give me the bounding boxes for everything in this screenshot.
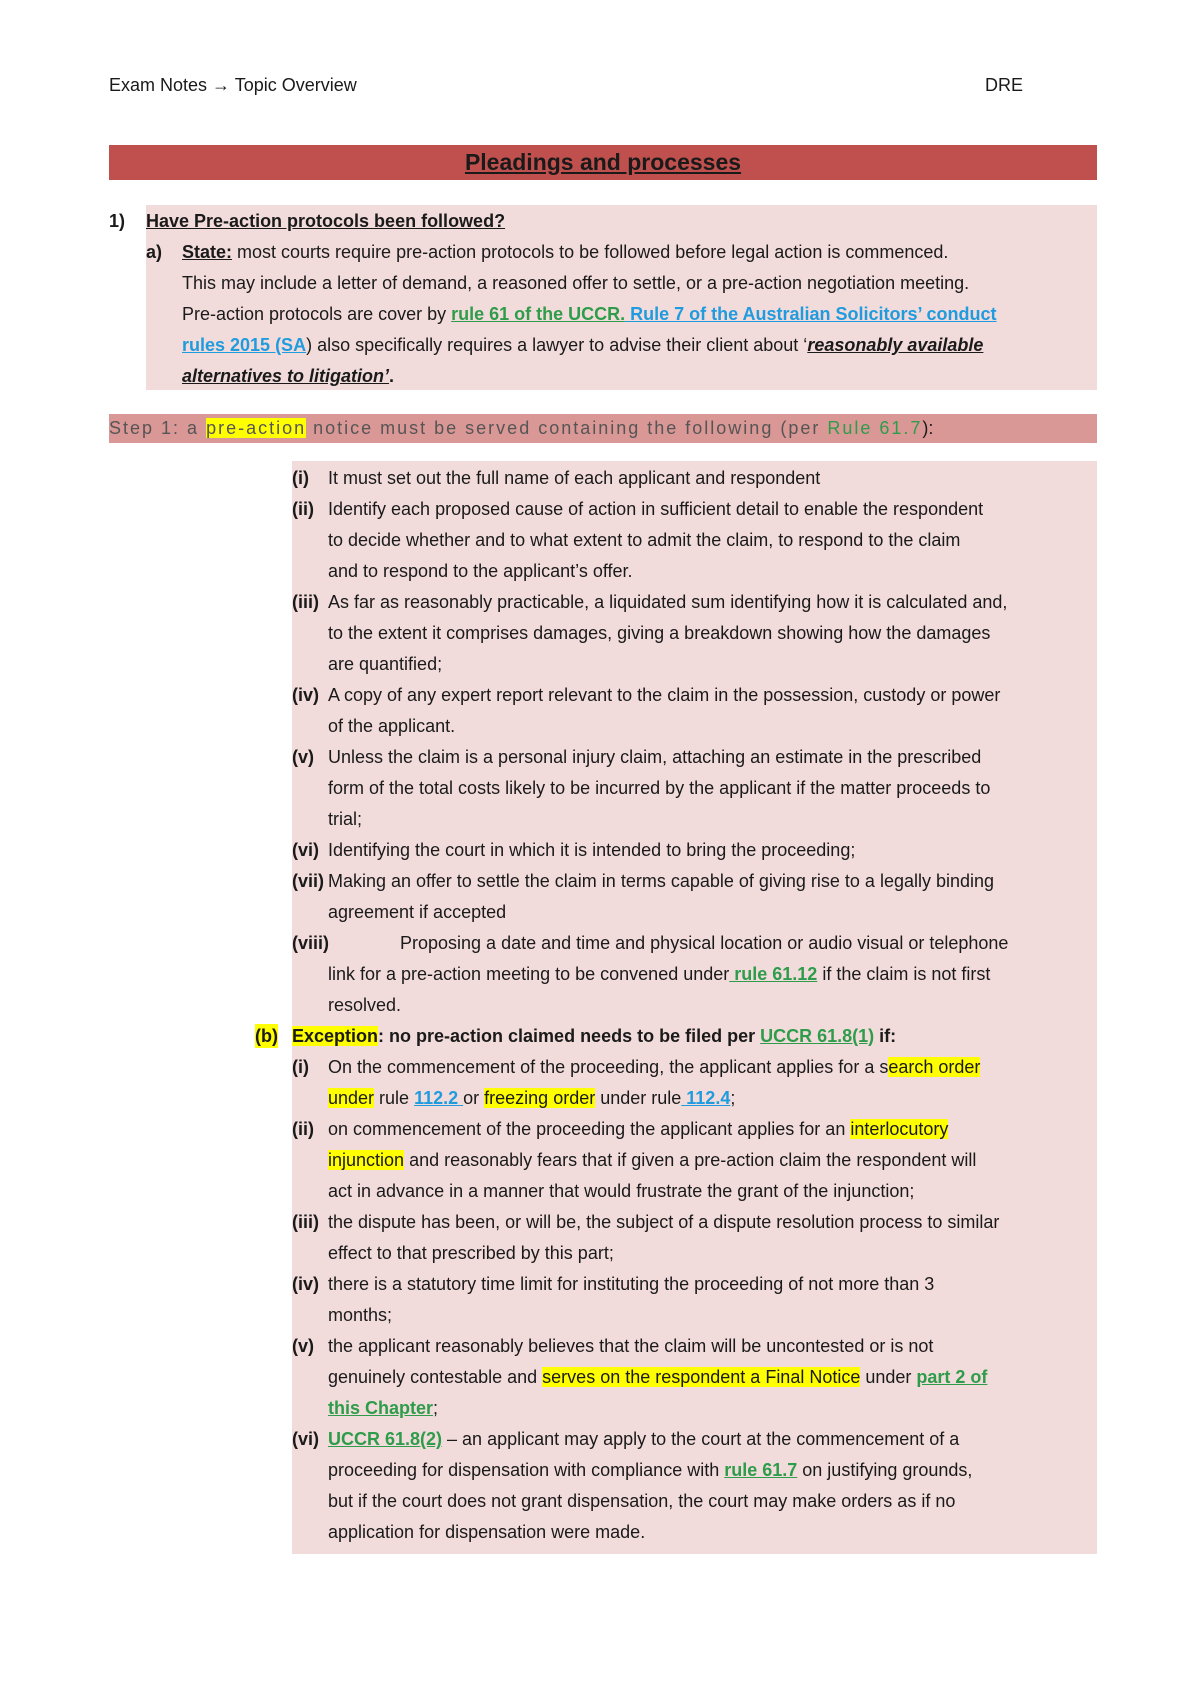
exception-label: Exception — [292, 1026, 379, 1046]
exception-i-text-1a: On the commencement of the proceeding, the applicant applies for a s — [328, 1057, 889, 1077]
this-chapter-link[interactable]: this Chapter — [328, 1398, 434, 1418]
step-1-mid: notice must be served containing the following (per — [306, 418, 828, 438]
exception-v-text-3 — [328, 1396, 438, 1420]
step-1-heading — [109, 416, 933, 440]
exception-vi-text-1 — [328, 1427, 959, 1451]
rule-112-2-link[interactable]: 112.2 — [414, 1088, 464, 1108]
asc-rules-2015-link[interactable]: rules 2015 (SA — [182, 335, 307, 355]
exception-ii-marker: (ii) — [292, 1119, 314, 1139]
item-iii-text-3: are quantified; — [328, 654, 443, 674]
exception-ii-text-2 — [328, 1148, 976, 1172]
rule-112-4-link[interactable]: 112.4 — [681, 1088, 731, 1108]
uccr-61-8-2-link[interactable]: UCCR 61.8(2) — [328, 1429, 443, 1449]
item-iii-text-1: As far as reasonably practicable, a liquidated sum identifying how it is calculated and, — [328, 592, 1008, 612]
exception-v-text-2 — [328, 1365, 987, 1389]
asc-rule-7-link[interactable]: Rule 7 of the Australian Solicitors’ conduct — [625, 304, 997, 324]
exception-v-marker: (v) — [292, 1336, 314, 1356]
item-a-line-5-end: . — [389, 366, 395, 386]
search-order-highlight: earch order — [888, 1057, 981, 1077]
exception-iii-text-2: effect to that prescribed by this part; — [328, 1243, 614, 1263]
step-1-highlight: pre-action — [206, 418, 307, 438]
rule-61-7-link[interactable]: rule 61.7 — [724, 1460, 798, 1480]
part-2-link[interactable]: part 2 of — [916, 1367, 988, 1387]
item-ii-marker: (ii) — [292, 499, 314, 519]
item-a-marker: a) — [146, 242, 163, 262]
item-viii-text-2a: link for a pre-action meeting to be convened under — [328, 964, 730, 984]
step-1-rule: Rule 61.7 — [827, 418, 923, 438]
exception-i-text-2b: or — [463, 1088, 485, 1108]
item-vi-text: Identifying the court in which it is intended to bring the proceeding; — [328, 840, 856, 860]
item-vii-marker: (vii) — [292, 871, 325, 891]
exception-iv-marker: (iv) — [292, 1274, 319, 1294]
exception-vi-text-2b: on justifying grounds, — [797, 1460, 973, 1480]
exception-vi-text-4: application for dispensation were made. — [328, 1522, 646, 1542]
item-a-emphasis-2: alternatives to litigation’ — [182, 366, 390, 386]
exception-ii-text-1 — [328, 1117, 948, 1141]
exception-text: : no pre-action claimed needs to be filed per — [378, 1026, 761, 1046]
item-v-text-2: form of the total costs likely to be incurred by the applicant if the matter proceeds to — [328, 778, 991, 798]
exception-v-text-2b: under — [860, 1367, 917, 1387]
item-a-line-3-text: Pre-action protocols are cover by — [182, 304, 452, 324]
item-vii-text-2: agreement if accepted — [328, 902, 507, 922]
page-header-left: Exam Notes → Topic Overview — [109, 75, 357, 95]
exception-iv-text-1: there is a statutory time limit for instituting the proceeding of not more than 3 — [328, 1274, 935, 1294]
exception-ii-text-2a: and reasonably fears that if given a pre-action claim the respondent will — [404, 1150, 977, 1170]
item-a-line-5 — [182, 364, 394, 388]
exception-vi-text-3: but if the court does not grant dispensation, the court may make orders as if no — [328, 1491, 956, 1511]
exception-vi-text-2 — [328, 1458, 972, 1482]
item-ii-text-1: Identify each proposed cause of action in sufficient detail to enable the respondent — [328, 499, 984, 519]
exception-ii-text-1a: on commencement of the proceeding the applicant applies for an — [328, 1119, 851, 1139]
page-header-right: DRE — [985, 75, 1024, 95]
exception-i-marker: (i) — [292, 1057, 309, 1077]
exception-end: if: — [874, 1026, 897, 1046]
item-vi-marker: (vi) — [292, 840, 319, 860]
uccr-rule-61-link[interactable]: rule 61 of the UCCR. — [451, 304, 626, 324]
exception-v-text-2a: genuinely contestable and — [328, 1367, 543, 1387]
exception-v-text-3a: ; — [433, 1398, 439, 1418]
exception-i-text-2 — [328, 1086, 735, 1110]
exception-vi-marker: (vi) — [292, 1429, 319, 1449]
section-1-number: 1) — [109, 211, 126, 231]
section-1-heading: Have Pre-action protocols been followed? — [146, 211, 506, 231]
exception-i-text-2c: under rule — [595, 1088, 682, 1108]
item-a-text: most courts require pre-action protocols to be followed before legal action is commenced. — [232, 242, 949, 262]
exception-iv-text-2: months; — [328, 1305, 393, 1325]
item-v-text-1: Unless the claim is a personal injury claim, attaching an estimate in the prescribed — [328, 747, 982, 767]
item-a-line-3 — [182, 302, 997, 326]
item-iv-marker: (iv) — [292, 685, 319, 705]
item-viii-text-3: resolved. — [328, 995, 402, 1015]
item-iv-text-1: A copy of any expert report relevant to the claim in the possession, custody or power — [328, 685, 1001, 705]
final-notice-highlight: serves on the respondent a Final Notice — [542, 1367, 861, 1387]
item-i-marker: (i) — [292, 468, 309, 488]
exception-vi-text-1a: – an applicant may apply to the court at the commencement of a — [442, 1429, 960, 1449]
item-viii-marker: (viii) — [292, 933, 330, 953]
uccr-61-8-1-link[interactable]: UCCR 61.8(1) — [760, 1026, 875, 1046]
step-1-pre: Step 1: a — [109, 418, 207, 438]
item-iv-text-2: of the applicant. — [328, 716, 456, 736]
item-v-text-3: trial; — [328, 809, 363, 829]
rule-61-12-link[interactable]: rule 61.12 — [729, 964, 818, 984]
item-viii-text-1: Proposing a date and time and physical location or audio visual or telephone — [400, 933, 1009, 953]
interlocutory-highlight: interlocutory — [850, 1119, 949, 1139]
exception-ii-text-3: act in advance in a manner that would frustrate the grant of the injunction; — [328, 1181, 915, 1201]
exception-vi-text-2a: proceeding for dispensation with compliance with — [328, 1460, 725, 1480]
item-viii-text-2 — [328, 962, 990, 986]
exception-heading — [292, 1024, 896, 1048]
exception-v-text-1: the applicant reasonably believes that the claim will be uncontested or is not — [328, 1336, 934, 1356]
exception-iii-marker: (iii) — [292, 1212, 319, 1232]
exception-i-text-2a: rule — [374, 1088, 415, 1108]
item-a-line-2: This may include a letter of demand, a reasoned offer to settle, or a pre-action negotiation meeting. — [182, 273, 970, 293]
item-ii-text-2: to decide whether and to what extent to admit the claim, to respond to the claim — [328, 530, 961, 550]
item-ii-text-3: and to respond to the applicant’s offer. — [328, 561, 633, 581]
item-v-marker: (v) — [292, 747, 314, 767]
page-title: Pleadings and processes — [464, 149, 742, 175]
freezing-order-highlight: freezing order — [484, 1088, 596, 1108]
item-a-line-4 — [182, 333, 983, 357]
item-a-line-4-text: ) also specifically requires a lawyer to advise their client about ‘ — [306, 335, 808, 355]
injunction-highlight: injunction — [328, 1150, 405, 1170]
item-iii-marker: (iii) — [292, 592, 319, 612]
exception-i-text-2d: ; — [730, 1088, 736, 1108]
step-1-end: ): — [922, 418, 934, 438]
item-a-label: State: — [182, 242, 233, 262]
item-vii-text-1: Making an offer to settle the claim in terms capable of giving rise to a legally binding — [328, 871, 995, 891]
title-banner — [109, 145, 1097, 180]
exception-i-text-1 — [328, 1055, 980, 1079]
item-a-emphasis-1: reasonably available — [807, 335, 984, 355]
item-iii-text-2: to the extent it comprises damages, giving a breakdown showing how the damages — [328, 623, 991, 643]
exception-iii-text-1: the dispute has been, or will be, the subject of a dispute resolution process to similar — [328, 1212, 1000, 1232]
under-highlight: under — [328, 1088, 375, 1108]
exception-marker: (b) — [255, 1026, 278, 1046]
item-i-text: It must set out the full name of each applicant and respondent — [328, 468, 821, 488]
item-viii-text-2c: if the claim is not first — [817, 964, 991, 984]
item-a-line-1 — [182, 240, 948, 264]
